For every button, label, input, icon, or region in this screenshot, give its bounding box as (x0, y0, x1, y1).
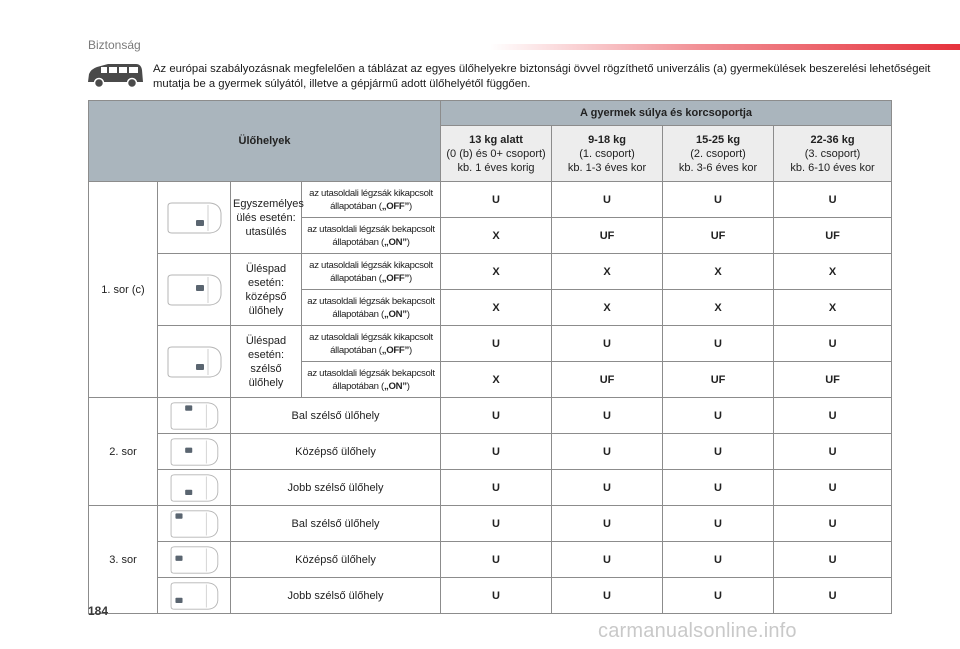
car-diagram (158, 182, 231, 254)
seat-description: Egyszemélyes ülés esetén: utasülés (231, 182, 302, 254)
suitability-cell: U (663, 542, 774, 578)
suitability-cell: U (441, 506, 552, 542)
suitability-cell: U (663, 506, 774, 542)
suitability-cell: UF (663, 218, 774, 254)
seat-column-header: Ülőhelyek (89, 101, 441, 182)
car-diagram (158, 578, 231, 614)
suitability-cell: X (663, 254, 774, 290)
car-top-view-icon (164, 581, 224, 611)
car-diagram (158, 470, 231, 506)
suitability-cell: UF (552, 218, 663, 254)
suitability-cell: UF (552, 362, 663, 398)
suitability-cell: X (441, 218, 552, 254)
suitability-cell: X (441, 362, 552, 398)
suitability-cell: U (552, 434, 663, 470)
suitability-cell: U (663, 398, 774, 434)
suitability-cell: UF (774, 362, 892, 398)
suitability-cell: U (552, 578, 663, 614)
suitability-cell: U (441, 326, 552, 362)
car-top-view-icon (164, 545, 224, 575)
row-label: 1. sor (c) (89, 182, 158, 398)
table-row (89, 326, 892, 362)
airbag-condition: az utasoldali légzsák kikapcsolt állapotában („OFF”) (302, 326, 441, 362)
row-label: 3. sor (89, 506, 158, 614)
car-top-view-icon (164, 509, 224, 539)
car-top-view-icon (164, 473, 224, 503)
page-number: 184 (88, 604, 109, 618)
suitability-cell: U (441, 578, 552, 614)
seat-description: Üléspad esetén: szélső ülőhely (231, 326, 302, 398)
suitability-cell: U (774, 578, 892, 614)
suitability-cell: U (441, 434, 552, 470)
seat-description: Bal szélső ülőhely (231, 398, 441, 434)
weight-group-header: A gyermek súlya és korcsoportja (441, 101, 892, 126)
car-diagram (158, 542, 231, 578)
car-top-view-icon (164, 201, 224, 235)
suitability-cell: UF (663, 362, 774, 398)
seat-description: Jobb szélső ülőhely (231, 578, 441, 614)
suitability-cell: U (552, 398, 663, 434)
car-diagram (158, 254, 231, 326)
suitability-cell: UF (774, 218, 892, 254)
suitability-cell: U (552, 506, 663, 542)
suitability-cell: X (441, 254, 552, 290)
highlighted-seat-icon (196, 220, 204, 226)
section-title: Biztonság (88, 38, 141, 52)
suitability-cell: U (552, 326, 663, 362)
airbag-condition: az utasoldali légzsák kikapcsolt állapotában („OFF”) (302, 254, 441, 290)
suitability-cell: U (774, 434, 892, 470)
car-outline (171, 582, 218, 608)
suitability-cell: U (663, 434, 774, 470)
car-diagram (158, 434, 231, 470)
suitability-cell: X (552, 290, 663, 326)
table-row (89, 578, 892, 614)
airbag-condition: az utasoldali légzsák bekapcsolt állapotában („ON”) (302, 290, 441, 326)
highlighted-seat-icon (196, 285, 204, 291)
table-row (89, 254, 892, 290)
seat-description: Jobb szélső ülőhely (231, 470, 441, 506)
suitability-cell: X (441, 290, 552, 326)
car-outline (171, 402, 218, 428)
highlighted-seat-icon (175, 555, 182, 560)
car-outline (171, 438, 218, 464)
row-label: 2. sor (89, 398, 158, 506)
car-diagram (158, 326, 231, 398)
child-seat-table (88, 100, 892, 614)
car-top-view-icon (164, 437, 224, 467)
car-top-view-icon (164, 345, 224, 379)
suitability-cell: U (774, 182, 892, 218)
table-row (89, 398, 892, 434)
suitability-cell: U (441, 398, 552, 434)
seat-description: Középső ülőhely (231, 542, 441, 578)
group-header: 15-25 kg (2. csoport) kb. 3-6 éves kor (663, 126, 774, 182)
group-header: 13 kg alatt (0 (b) és 0+ csoport) kb. 1 éves korig (441, 126, 552, 182)
intro-text: Az európai szabályozásnak megfelelően a táblázat az egyes ülőhelyekre biztonsági övvel rögzíthető univerzális (a) gyermekülések beszerelési lehetőségeit mutatja be a gyermek súlyától, illetve a gépjármű adott ülőhelyétől függően. (153, 63, 931, 90)
car-outline (168, 203, 221, 233)
car-outline (168, 347, 221, 377)
car-outline (171, 474, 218, 500)
car-top-view-icon (164, 273, 224, 307)
car-diagram (158, 506, 231, 542)
car-top-view-icon (164, 401, 224, 431)
table-row (89, 542, 892, 578)
van-icon (86, 60, 144, 90)
suitability-cell: U (552, 542, 663, 578)
table-row (89, 434, 892, 470)
suitability-cell: X (774, 290, 892, 326)
seat-description: Bal szélső ülőhely (231, 506, 441, 542)
suitability-cell: U (663, 182, 774, 218)
highlighted-seat-icon (196, 364, 204, 370)
suitability-cell: U (774, 506, 892, 542)
suitability-cell: U (774, 326, 892, 362)
suitability-cell: X (663, 290, 774, 326)
watermark: carmanualsonline.info (598, 620, 797, 642)
highlighted-seat-icon (175, 597, 182, 602)
seat-description: Középső ülőhely (231, 434, 441, 470)
suitability-cell: X (774, 254, 892, 290)
table-row (89, 506, 892, 542)
suitability-cell: U (774, 542, 892, 578)
airbag-condition: az utasoldali légzsák bekapcsolt állapotában („ON”) (302, 218, 441, 254)
highlighted-seat-icon (185, 405, 192, 410)
suitability-cell: U (774, 398, 892, 434)
suitability-cell: U (663, 470, 774, 506)
suitability-cell: U (552, 470, 663, 506)
seat-description: Üléspad esetén: középső ülőhely (231, 254, 302, 326)
suitability-cell: U (774, 470, 892, 506)
suitability-cell: U (441, 470, 552, 506)
suitability-cell: U (663, 578, 774, 614)
airbag-condition: az utasoldali légzsák kikapcsolt állapotában („OFF”) (302, 182, 441, 218)
table-row (89, 182, 892, 218)
suitability-cell: U (663, 326, 774, 362)
group-header: 9-18 kg (1. csoport) kb. 1-3 éves kor (552, 126, 663, 182)
airbag-condition: az utasoldali légzsák bekapcsolt állapotában („ON”) (302, 362, 441, 398)
suitability-cell: U (552, 182, 663, 218)
suitability-cell: X (552, 254, 663, 290)
car-outline (168, 275, 221, 305)
group-header: 22-36 kg (3. csoport) kb. 6-10 éves kor (774, 126, 892, 182)
header-rule (490, 44, 960, 50)
highlighted-seat-icon (175, 513, 182, 518)
suitability-cell: U (441, 542, 552, 578)
car-diagram (158, 398, 231, 434)
table-row (89, 470, 892, 506)
highlighted-seat-icon (185, 489, 192, 494)
suitability-cell: U (441, 182, 552, 218)
highlighted-seat-icon (185, 447, 192, 452)
